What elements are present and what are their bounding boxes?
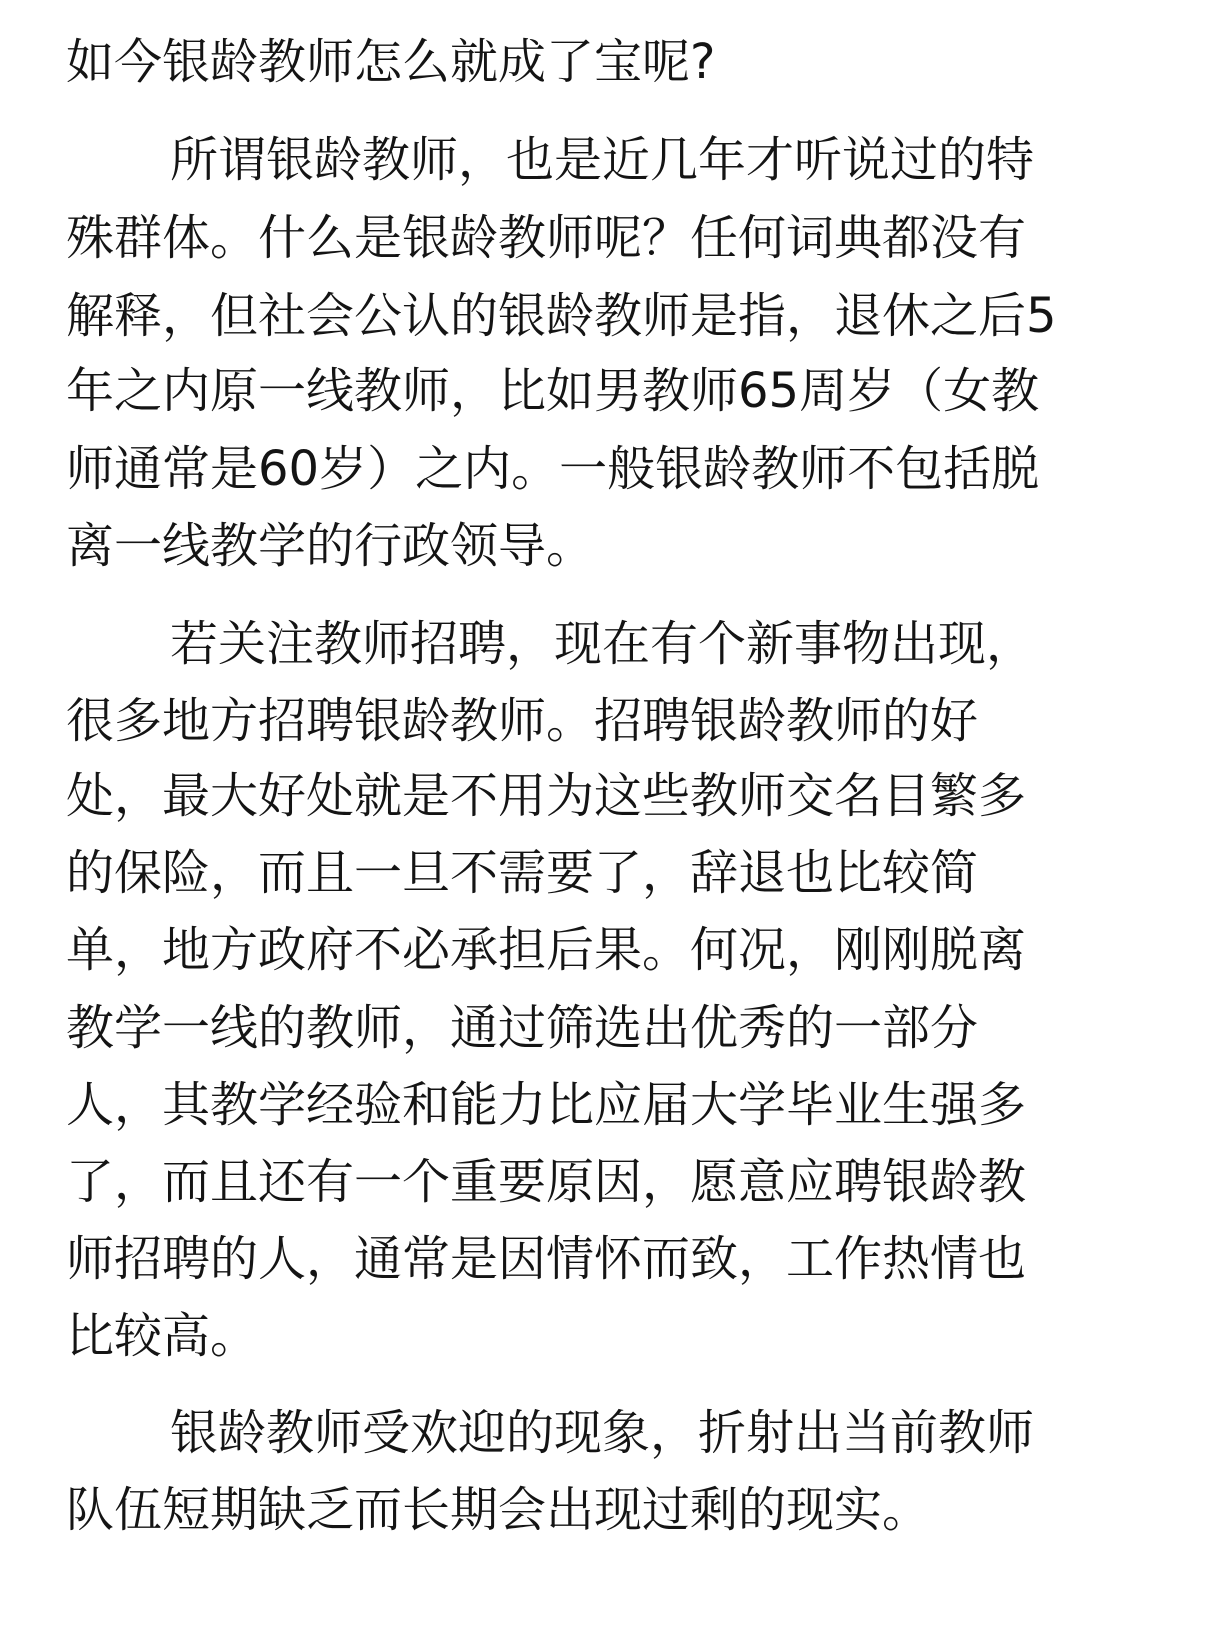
paragraph-2-line: 师招聘的人，通常是因情怀而致，工作热情也: [66, 1231, 1027, 1287]
paragraph-1-line: 解释，但社会公认的银龄教师是指，退休之后5: [66, 288, 1057, 344]
paragraph-2-line: 若关注教师招聘，现在有个新事物出现，: [170, 616, 1035, 672]
paragraph-1-line: 师通常是60岁）之内。一般银龄教师不包括脱: [66, 441, 1040, 497]
paragraph-2-line: 人，其教学经验和能力比应届大学毕业生强多: [66, 1077, 1027, 1133]
paragraph-2-line: 了，而且还有一个重要原因，愿意应聘银龄教: [66, 1154, 1027, 1210]
paragraph-1-line: 离一线教学的行政领导。: [66, 518, 595, 574]
paragraph-2-line: 很多地方招聘银龄教师。招聘银龄教师的好: [66, 693, 979, 749]
paragraph-2-line: 教学一线的教师，通过筛选出优秀的一部分: [66, 1000, 979, 1056]
paragraph-2-line: 的保险，而且一旦不需要了，辞退也比较简: [66, 845, 979, 901]
paragraph-1-line: 殊群体。什么是银龄教师呢？任何词典都没有: [66, 210, 1027, 266]
paragraph-1-line: 所谓银龄教师，也是近几年才听说过的特: [170, 132, 1035, 188]
paragraph-3-line: 队伍短期缺乏而长期会出现过剩的现实。: [66, 1482, 931, 1538]
paragraph-3-line: 银龄教师受欢迎的现象，折射出当前教师: [170, 1405, 1035, 1461]
paragraph-2-line: 处，最大好处就是不用为这些教师交名目繁多: [66, 768, 1027, 824]
paragraph-1-line: 年之内原一线教师，比如男教师65周岁（女教: [66, 363, 1040, 419]
paragraph-2-line: 比较高。: [66, 1308, 259, 1364]
paragraph-2-line: 单，地方政府不必承担后果。何况，刚刚脱离: [66, 922, 1027, 978]
heading-line: 如今银龄教师怎么就成了宝呢?: [66, 34, 716, 90]
